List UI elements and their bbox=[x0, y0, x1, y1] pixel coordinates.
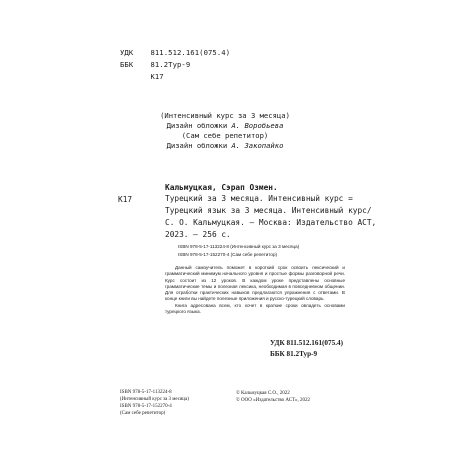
udc-value: 811.512.161(075.4) bbox=[150, 48, 231, 57]
author-sign-value: К17 bbox=[150, 72, 164, 81]
bottom-udc: УДК 811.512.161(075.4) bbox=[270, 339, 343, 347]
credit-line-4: Дизайн обложки А. Закопайко bbox=[166, 141, 284, 150]
entry-line-1: Турецкий за 3 месяца. Интенсивный курс = bbox=[165, 194, 353, 203]
author-sign-row bbox=[120, 72, 164, 81]
footer-isbn-1-note: (Интенсивный курс за 3 месяца) bbox=[120, 397, 189, 402]
footer-isbn-2-note: (Сам себе репетитор) bbox=[120, 411, 166, 416]
bbk-row bbox=[120, 60, 190, 69]
credit-line-2: Дизайн обложки А. Воробьева bbox=[166, 121, 284, 130]
bottom-bbk: ББК 81.2Тур-9 bbox=[270, 350, 318, 358]
credit-line-1: (Интенсивный курс за 3 месяца) bbox=[160, 111, 290, 120]
copyright-author: © Кальмуцкая С.О., 2022 bbox=[236, 391, 290, 396]
annotation-paragraph-1: Данный самоучитель поможет в короткий срок освоить лексический и грамматический минимум начального уровня и простые формы разговорной речи. Курс состоит из 12 уроков. В каждом уроке представлены основные грамматические темы и полезная лексика, необходимая в повседневном общении. Для отработки практических навыков предлагаются упражнения с ответами. В конце книги вы найдете полезные приложения и русско-турецкий словарь. bbox=[165, 265, 345, 302]
annotation-paragraph-2: Книга адресована всем, кто хочет в краткие сроки овладеть основами турецкого языка. bbox=[165, 302, 345, 315]
entry-author: Кальмуцкая, Сэрап Озмен. bbox=[165, 183, 278, 192]
bbk-label: ББК bbox=[120, 60, 134, 69]
bbk-value: 81.2Тур-9 bbox=[150, 60, 191, 69]
credit-line-3: (Сам себе репетитор) bbox=[181, 131, 269, 140]
udc-label: УДК bbox=[120, 48, 134, 57]
entry-line-4: 2023. – 256 с. bbox=[165, 230, 231, 239]
footer-isbn-1: ISBN 978-5-17-113224-8 bbox=[120, 390, 172, 395]
copyright-publisher: © ООО «Издательство АСТ», 2022 bbox=[236, 398, 311, 403]
entry-code: К17 bbox=[118, 195, 133, 204]
entry-line-2: Турецкий язык за 3 месяца. Интенсивный курс/ bbox=[165, 206, 372, 215]
annotation bbox=[165, 265, 345, 315]
footer-isbn-2: ISBN 978-5-17-152270-4 bbox=[120, 404, 172, 409]
udc-row bbox=[120, 48, 230, 57]
entry-isbn-1: ISBN 978-5-17-113224-8 (Интенсивный курс за 3 месяца) bbox=[178, 244, 300, 249]
entry-line-3: С. О. Кальмуцкая. – Москва: Издательство АСТ, bbox=[165, 218, 377, 227]
entry-isbn-2: ISBN 978-5-17-152270-4 (Сам себе репетитор) bbox=[178, 252, 278, 257]
